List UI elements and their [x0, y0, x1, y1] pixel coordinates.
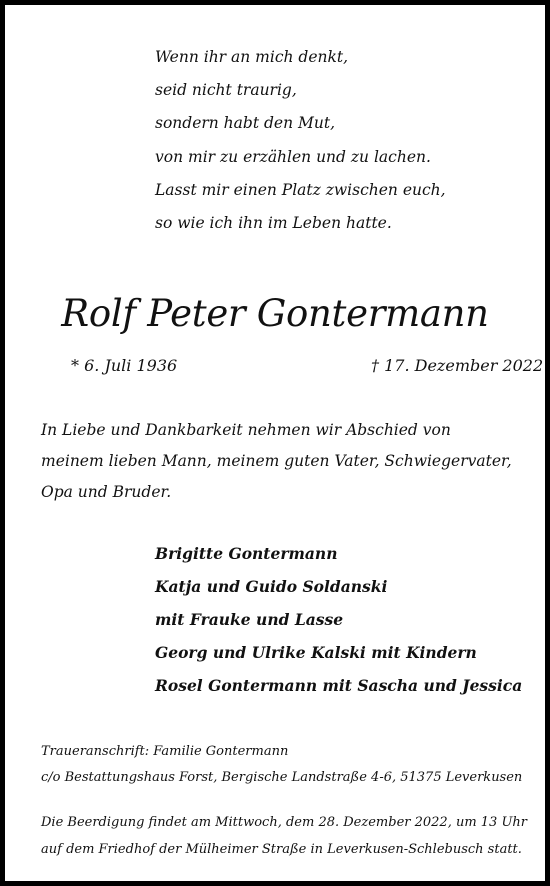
poem-line: Lasst mir einen Platz zwischen euch, [155, 180, 446, 199]
mourner-entry: Georg und Ulrike Kalski mit Kindern [155, 643, 477, 662]
mourner-entry: Rosel Gontermann mit Sascha und Jessica [155, 676, 523, 695]
message-line: In Liebe und Dankbarkeit nehmen wir Abschied von [41, 421, 451, 439]
message-line: meinem lieben Mann, meinem guten Vater, Schwiegervater, [41, 452, 512, 470]
poem-line: seid nicht traurig, [155, 81, 297, 100]
poem-line: sondern habt den Mut, [155, 114, 335, 133]
deceased-name: Rolf Peter Gontermann [61, 292, 489, 335]
farewell-message [41, 415, 521, 508]
funeral-info [41, 809, 528, 863]
address-line: c/o Bestattungshaus Forst, Bergische Landstraße 4-6, 51375 Leverkusen [41, 770, 523, 785]
mourner-entry: mit Frauke und Lasse [155, 610, 344, 629]
poem-line: von mir zu erzählen und zu lachen. [155, 147, 431, 166]
poem-line: Wenn ihr an mich denkt, [155, 48, 349, 66]
address-line: Traueranschrift: Familie Gontermann [41, 744, 289, 759]
mourning-address [41, 739, 521, 791]
message-line: Opa und Bruder. [41, 483, 172, 501]
memorial-poem [155, 41, 515, 240]
mourner-entry: Brigitte Gontermann [155, 544, 338, 563]
funeral-line: auf dem Friedhof der Mülheimer Straße in Leverkusen-Schlebusch statt. [41, 842, 522, 857]
poem-line: so wie ich ihn im Leben hatte. [155, 214, 392, 233]
mourner-entry: Katja und Guido Soldanski [155, 577, 388, 596]
funeral-line: Die Beerdigung findet am Mittwoch, dem 28. Dezember 2022, um 13 Uhr [41, 815, 528, 830]
birth-date: * 6. Juli 1936 [71, 356, 178, 375]
mourners-list [155, 537, 525, 702]
death-date: † 17. Dezember 2022 [371, 356, 544, 375]
